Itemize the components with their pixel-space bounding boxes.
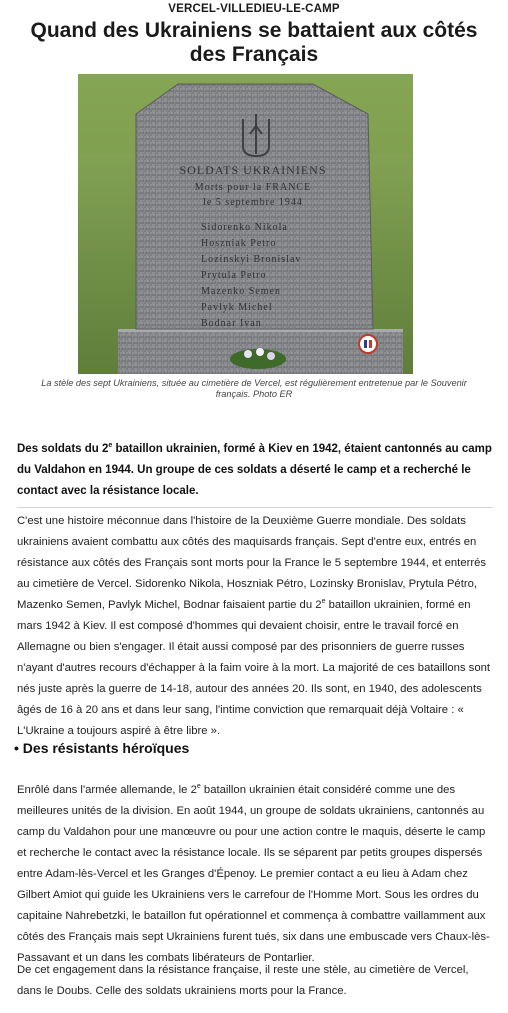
stele-name: Sidorenko Nikola (201, 222, 288, 233)
paragraph-1-text-end: bataillon ukrainien, formé en mars 1942 à Kiev. Il est composé d'hommes qui devaient choisir, entre le travail forcé en Allemagne ou bien s'engager. Il était aussi composé par des prisonniers de guerre russes n'ayant d'autres recours d'échapper à la faim voire à la mort. La majorité de ces bataillons sont nés juste après la guerre de 14-18, autour des années 20. Ils sont, en 1940, des adolescents âgés de 16 à 20 ans et dans leur sang, l'intime conviction que remarquait déjà Voltaire : « L'Ukraine a toujours aspiré à être libre ». (17, 599, 491, 737)
article-lead (17, 439, 493, 511)
body-paragraph-3: De cet engagement dans la résistance française, il reste une stèle, au cimetière de Vercel, dans le Doubs. Celle des soldats ukrainiens morts pour la France. (17, 964, 469, 997)
stele-name: Lozinskyi Bronislav (201, 254, 302, 265)
lead-divider (17, 507, 493, 508)
stele-name: Prytula Petro (201, 270, 267, 281)
stele-line-3: le 5 septembre 1944 (203, 197, 303, 208)
paragraph-1-text-start: C'est une histoire méconnue dans l'histoire de la Deuxième Guerre mondiale. Des soldats ukrainiens avaient combattu aux côtés des maquisards français. Sept d'entre eux, entrés en résistance aux côtés des Français sont morts pour la France le 5 septembre 1944, et enterrés au cimetière de Vercel. Sidorenko Nikola, Hoszniak Pétro, Lozinsky Bronislav, Prytula Pétro, Mazenko Semen, Pavlyk Michel, Bodnar faisaient partie du 2 (17, 515, 487, 611)
stele-name: Pavlyk Michel (201, 302, 273, 313)
lead-text-end: bataillon ukrainien, formé à Kiev en 1942, étaient cantonnés au camp du Valdahon en 1944. Un groupe de ces soldats a déserté le camp et a recherché le contact avec la résistance locale. (17, 443, 492, 497)
stele-line-2: Morts pour la FRANCE (194, 182, 312, 193)
photo-caption: La stèle des sept Ukrainiens, située au cimetière de Vercel, est régulièrement entretenue par le Souvenir français. Photo ER (41, 378, 467, 399)
section-subhead: • Des résistants héroïques (14, 740, 190, 756)
article-kicker: VERCEL-VILLEDIEU-LE-CAMP (168, 3, 340, 15)
body-paragraph-2 (17, 780, 495, 964)
lead-ordinal-sup: e (108, 442, 113, 450)
stele-name: Bodnar Ivan (201, 318, 262, 329)
stele-name: Mazenko Semen (201, 286, 281, 297)
stele-photo-illustration (78, 74, 413, 374)
paragraph-2-text-end: bataillon ukrainien était considéré comme une des meilleures unités de la division. En août 1944, un groupe de soldats ukrainiens, cantonnés au camp du Valdahon pour une manœuvre ou pour une action contre le maquis, déserte le camp et recherche le contact avec la résistance locale. Ils se séparent par petits groupes dispersés entre Adam-lès-Vercel et les Granges d'Épenoy. Le premier contact a eu lieu à Adam chez Gilbert Amiot qui guide les Ukrainiens vers le carrefour de l'Homme Mort. Sous les ordres du capitaine Nahrebetzki, le bataillon fut opérationnel et commença à combattre vaillamment aux côtés des Français mais sept Ukrainiens furent tués, six dans une embuscade vers Chaux-lès-Passavant et un dans les combats libérateurs de Pontarlier. (17, 784, 490, 964)
paragraph-2-ordinal-sup: e (196, 783, 201, 791)
paragraph-2-text-start: Enrôlé dans l'armée allemande, le 2 (17, 784, 197, 796)
lead-text-start: Des soldats du 2 (17, 443, 109, 455)
article-headline: Quand des Ukrainiens se battaient aux côtés des Français (30, 19, 478, 66)
body-paragraph-1 (17, 511, 495, 737)
stele-line-1: SOLDATS UKRAINIENS (179, 163, 327, 177)
paragraph-1-ordinal-sup: e (321, 598, 326, 606)
stele-photo (78, 74, 413, 374)
souvenir-francais-plaque-icon (359, 335, 377, 353)
stele-name: Hoszniak Petro (201, 238, 277, 249)
